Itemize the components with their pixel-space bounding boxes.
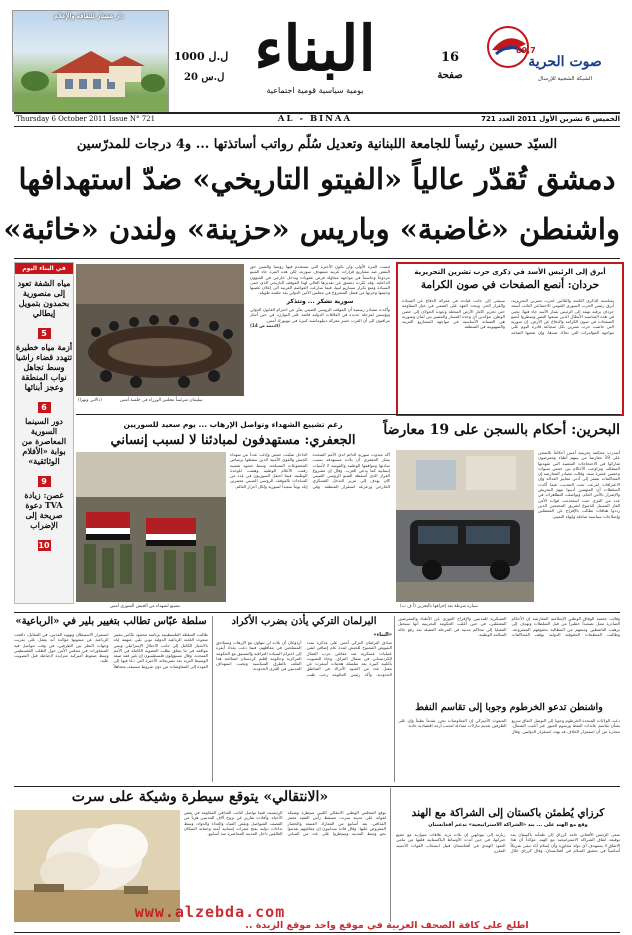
center-column-text: ليست المرة الأولى ولن تكون الأخيرة التي تستخدم فيها روسيا والصين حق النقض ضد مشاريع قرارات غربية تستهدف سورية، لكن هذه المرة جاء الفيتو مزدوجاً وحاسماً في مواجهة محاولة فرض عقوبات وتدخل خارجي في الشؤون الداخلية. وقد عبّرت دمشق عن تقديرها العالي لهذا الموقف التاريخي الذي حمى السيادة ومنع تكرار سيناريو ليبيا، فيما سارعت العواصم الغربية الى إعلان غضبها وخيبتها وحزنها من فشل المشروع في مجلس الأمن الدولي بعد جلسة طويلة. سورية تشكر ... وتتذكر وأكدت مصادر رسمية أن الموقف الروسي الصيني يعبّر عن احترام القانون الدولي ويؤسس لمرحلة جديدة في العلاقات الدولية قائمة على التوازن، في حين أشار مراقبون الى أن الغرب خسر معركة ديبلوماسية كبيرة في نيويورك أمس. (التتمة ص 14) <box>250 264 390 328</box>
turkey-byline: «البناء» <box>373 632 392 638</box>
sidebar-item-page: 5 <box>38 328 51 339</box>
sidebar-item-text: دور السينما السورية المعاصرة من بوابة «الأفلام الوثائقية» <box>21 416 67 466</box>
meeting-photo-caption: سليمان مترئساً مجلس الوزراء في جلسة أمس <box>120 398 203 403</box>
bahrain-title: البحرين: أحكام بالسجن على 19 معارضاً <box>383 422 620 438</box>
sidebar-item-text: مياه الشفة تعود إلى منصورية بحمدون بتمويل إيطالي <box>17 278 71 318</box>
banner-headline-1: دمشق تُقدّر عالياً «الفيتو التاريخي» ضدّ استهدافها <box>18 162 616 196</box>
funeral-scene <box>76 452 226 602</box>
karzai-title: كرزاي يُطمئن باكستان إلى الشراكة مع الهند <box>411 807 605 819</box>
watermark-site: www.alzebda.com <box>134 903 286 921</box>
radio-frequency: 89,7 <box>516 46 536 55</box>
sidebar-in-today <box>14 262 74 604</box>
bottom-divider <box>390 788 391 922</box>
hardan-box <box>396 262 624 416</box>
promo-villa-image <box>12 10 169 112</box>
banner-rule <box>14 258 620 259</box>
price-syp: 20 ل.س <box>184 72 225 83</box>
police-car-scene <box>396 450 534 602</box>
meeting-photo-credit: (دالاتي ونهرا) <box>78 398 102 403</box>
bahrain-continued-text: وقالت جمعية الوفاق الوطني الإسلامية المعارضة إن الأحكام الصادرة تمثل تصعيداً خطيراً من قبل السلطات وتهدف إلى ترهيب الناشطين ومنعهم من المطالبة بحقوقهم المشروعة. وطالبت المنظمات الحقوقية الدولية بوقف المحاكمات العسكرية للمدنيين والإفراج الفوري عن الأطباء والممرضين المعتقلين، في حين أعلنت الحكومة البحرينية أنها ستحيل القضايا إلى محاكم مدنية في المرحلة المقبلة بعد رفع حالة السلامة الوطنية. <box>398 616 620 637</box>
sidebar-item-page: 6 <box>38 402 51 413</box>
masthead-tagline: يومية سياسية قومية اجتماعية <box>266 86 364 95</box>
funeral-photo <box>76 452 226 602</box>
pages-label: صفحة <box>437 70 463 81</box>
radio-subtitle: الشبكة الشعبية للإرسال <box>537 76 593 82</box>
page-bottom-rule <box>14 932 620 933</box>
latin-name: AL - BINAA <box>277 114 353 124</box>
middle-divider-1 <box>212 616 213 782</box>
funeral-caption: تشييع لشهداء من الجيش السوري أمس <box>110 604 180 609</box>
karzai-kicker: وقع مع الهند على ... بند «الشراكة الاستراتيجية» تدعم أفغانستان <box>428 822 588 828</box>
banner-headline-2: واشنطن «غاضبة» وباريس «حزينة» ولندن «خائبة» <box>3 212 620 246</box>
abbas-title: سلطة عبّاس تطالب بتغيير بلير في «الرباعية» <box>15 616 207 627</box>
meeting-scene <box>76 264 244 396</box>
middle-divider-2 <box>394 616 395 782</box>
villa-illustration <box>13 11 168 111</box>
abbas-text: طالبت السلطة الفلسطينية برئاسة محمود عبّاس بتغيير مبعوث اللجنة الرباعية الدولية توني بلير، متهمة إياه بالانحياز الكامل إلى جانب الاحتلال الإسرائيلي وتبني مواقفه في ما يتعلق بطلب العضوية الكاملة في الأمم المتحدة. وقال مسؤولون فلسطينيون إن بلير فقد صفة الوسيط النزيه بعد تصريحاته الأخيرة التي دعا فيها إلى العودة إلى المفاوضات من دون شروط مسبقة، متجاهلاً استمرار الاستيطان وتهويد القدس. في المقابل، دافعت الرباعية عن مبعوثها مؤكدة أنه يعمل على تقريب وجهات النظر بين الطرفين، في وقت تتواصل فيه المشاورات في مجلس الأمن حول الطلب الفلسطيني وسط ضغوط أميركية متزايدة لإحباطه قبل التصويت عليه. <box>14 632 208 669</box>
radio-name: صوت الحرية <box>528 54 602 70</box>
sidebar-header: في البناء اليوم <box>15 263 73 274</box>
sidebar-item-text: أزمة مياه خطيرة تتهدد قضاء راشيا وسط تجاهل نواب المنطقة وعجز أبنائها <box>15 342 73 392</box>
turkey-text: صادق البرلمان التركي أمس على مذكرة تمدد التفويض الممنوح للجيش لمدة عام إضافي لشن عمليات عسكرية ضد مقاتلي حزب العمال الكردستاني في شمال العراق. وجاء التصويت بأغلبية كبيرة بعد سلسلة هجمات أسفرت عن مقتل عدد من الجنود الأتراك في المناطق الحدودية. وأكد رئيس الحكومة رجب طيب أردوغان أن بلاده لن تتهاون مع الإرهاب وستلاحق المسلحين في معاقلهم، فيما دعت بغداد أنقرة إلى احترام السيادة العراقية والتنسيق مع الحكومة المركزية وحكومة إقليم كردستان لمعالجة هذا الملف بالطرق السياسية وتجنب استهداف المدنيين في القرى الحدودية. <box>216 640 392 677</box>
masthead-logo: البناء <box>254 12 376 85</box>
khartoum-title: واشنطن تدعو الخرطوم وجوبا إلى تقاسم النفط <box>415 702 603 713</box>
masthead-rule-bottom <box>14 126 620 127</box>
sidebar-item-page: 9 <box>38 476 51 487</box>
section-rule-2 <box>14 612 620 613</box>
sirte-title: «الانتقالي» يتوقع سيطرة وشيكة على سرت <box>71 789 329 805</box>
sidebar-item-page: 10 <box>38 541 50 550</box>
date-english: Thursday 6 October 2011 Issue N° 721 <box>16 115 156 123</box>
hardan-text: بمناسبة الذكرى الثامنة والثلاثين لحرب تشرين التحريرية، أبرق رئيس الحزب السوري القومي الاجتماعي النائب أسعد حردان برقية تهنئة إلى الرئيس بشار الأسد جاء فيها: نحيي في هذه المناسبة الأبطال الذين صنعوا النصر وسطروا أنصع الصفحات في صون الكرامة والدفاع عن الأرض. إن سورية التي خاضت حرب تشرين بكل شجاعة قادرة اليوم على مواجهة المؤامرات التي تحاك ضدها، وإن شعبها الصامد سيبقى إلى جانب قيادته في معركة الدفاع عن السيادة والقرار الحر. ونجدد العهد على المضي في خيار المقاومة حتى تحرير كامل الأرض المحتلة وعودة الجولان إلى حضن الوطن، مؤكدين أن وحدة المسار والمصير بين لبنان وسورية هي الضمانة الأساسية في مواجهة المشاريع الغربية والصهيونية في المنطقة. <box>402 298 614 335</box>
promo-caption: دار عشتار للثقافة والإعلام <box>54 12 124 20</box>
date-arabic: الخميس 6 تشرين الأول 2011 العدد 721 <box>481 115 620 123</box>
section-rule-3 <box>14 786 620 787</box>
jaafari-title: الجعفري: مستهدفون لمبادئنا لا لسبب إنساني <box>110 433 356 448</box>
turkey-title: البرلمان التركي يأذن بضرب الأكراد <box>231 616 377 627</box>
khartoum-text: دعت الولايات المتحدة الخرطوم وجوبا إلى التوصل لاتفاق سريع بشأن تقاسم عائدات النفط ورسوم العبور عبر أنابيب الشمال، محذرة من أن استمرار الخلاف قد يهدد استقرار الدولتين. وقال المبعوث الأميركي إن المفاوضات تحرز تقدماً بطيئاً وإن على الطرفين تقديم تنازلات متبادلة لتجنب أزمة اقتصادية حادة. <box>398 718 620 734</box>
price-lbp: 1000 ل.ل <box>174 50 229 63</box>
sidebar-items <box>15 274 73 552</box>
watermark-slogan: اطلع على كافة الصحف العربية في موقع واحد موقع الزبدة .. <box>245 920 529 931</box>
jaafari-text: أكد مندوب سورية الدائم لدى الأمم المتحدة بشار الجعفري أن بلاده مستهدفة بسبب مبادئها ومواقفها الوطنية والقومية لا لأسباب إنسانية كما يدعي الغرب. وقال إن مشروع القرار الذي أسقطه الفيتو الروسي الصيني كان يهدف إلى تبرير التدخل العسكري الخارجي وزعزعة استقرار المنطقة. وفي الداخل شيّعت حمص وإدلب عدداً من شهداء الجيش والقوى الأمنية الذين سقطوا برصاص المجموعات المسلحة، وسط حشود شعبية رفعت الأعلام الوطنية وهتفت للوحدة الوطنية، فيما احتفل السوريون في عدد من الساحات بالموقف الروسي الصيني معتبرين إياه يوماً سعيداً لسورية ولكل أحرار العالم. <box>230 452 390 489</box>
banner-supertitle: السيّد حسين رئيساً للجامعة اللبنانية وتعديل سُلّم رواتب أساتذتها ... و4 درجات للمدرّسين <box>76 137 558 152</box>
bahrain-police-photo <box>396 450 534 602</box>
section-rule-1 <box>76 414 620 415</box>
bahrain-text: أصدرت محكمة بحرينية أمس أحكاماً بالسجن على 19 معارضاً من بينهم أطباء وممرضون شاركوا في الاحتجاجات الشعبية التي شهدتها المملكة، وتراوحت الأحكام بين خمس سنوات وخمس عشرة سنة. وقالت مصادر المعارضة إن المحاكمات تفتقر إلى أدنى معايير العدالة وإن الاعترافات انتزعت تحت التعذيب، فيما أكدت السلطات أن المتهمين أدينوا بتهم التحريض والإضرار بالأمن العام. وتواصلت التظاهرات في عدد من القرى حيث استخدمت قوات الأمن الغاز المسيل للدموع لتفريق المحتجين الذين رددوا هتافات تطالب بالإفراج عن المعتقلين وإصلاحات سياسية شاملة وإنهاء التمييز. <box>538 450 620 519</box>
hardan-kicker: أبرق إلى الرئيس الأسد في ذكرى حرب تشرين التحريرية <box>414 268 606 276</box>
jaafari-kicker: رغم تشييع الشهداء وتواصل الإرهاب ... يوم سعيد للسوريين <box>123 420 343 429</box>
hardan-title: حردان: أنصع الصفحات في صون الكرامة <box>420 279 600 291</box>
sidebar-item-text: غصن: زيادة TVA دعوة صريحة إلى الإضراب <box>24 490 64 530</box>
karzai-text: سعى الرئيس الأفغاني حامد كرزاي إلى طمأنة باكستان بعد توقيعه اتفاق الشراكة الاستراتيجية مع الهند، مؤكداً أن هذا الاتفاق لا يستهدف أي دولة مجاورة وأن إسلام آباد تبقى شريكاً أساسياً في تحقيق السلام في أفغانستان. وقال كرزاي خلال زيارته إلى نيودلهي إن بلاده تريد علاقات متوازنة مع جميع جيرانها، في حين أبدت الأوساط الباكستانية قلقها من تنامي النفوذ الهندي في أفغانستان قبيل انسحاب القوات الأجنبية المقرر. <box>396 832 620 853</box>
center-subhead: سورية تشكر ... وتتذكر <box>286 297 354 305</box>
bahrain-caption: سيارة شرطة بعد إحراقها بالبحرين (أ ف ب) <box>400 604 478 609</box>
sirte-text: توقع المجلس الوطني الانتقالي الليبي سيطرة وشيكة لقواته على مدينة سرت، مسقط رأس العقيد معمر القذافي، بعد أسابيع من المعارك العنيفة والحصار المفروض عليها. وقال قادة ميدانيون إن مقاتليهم تقدموا نحو وسط المدينة وسيطروا على عدد من المباني الرئيسية، فيما تواصل كتائب القذافي المقاومة في بعض الأحياء. وأفادت تقارير عن نزوح آلاف المدنيين هرباً من القصف المتواصل ونقص المياه والغذاء والدواء، وسط نداءات دولية بفتح ممرات إنسانية آمنة وحماية السكان العالقين داخل المدينة المحاصرة منذ أسابيع. <box>184 810 386 837</box>
pages-count: 16 <box>440 50 460 65</box>
cabinet-meeting-photo <box>76 264 244 396</box>
radio-logo <box>478 18 618 108</box>
center-continued: (التتمة ص 14) <box>250 322 280 328</box>
